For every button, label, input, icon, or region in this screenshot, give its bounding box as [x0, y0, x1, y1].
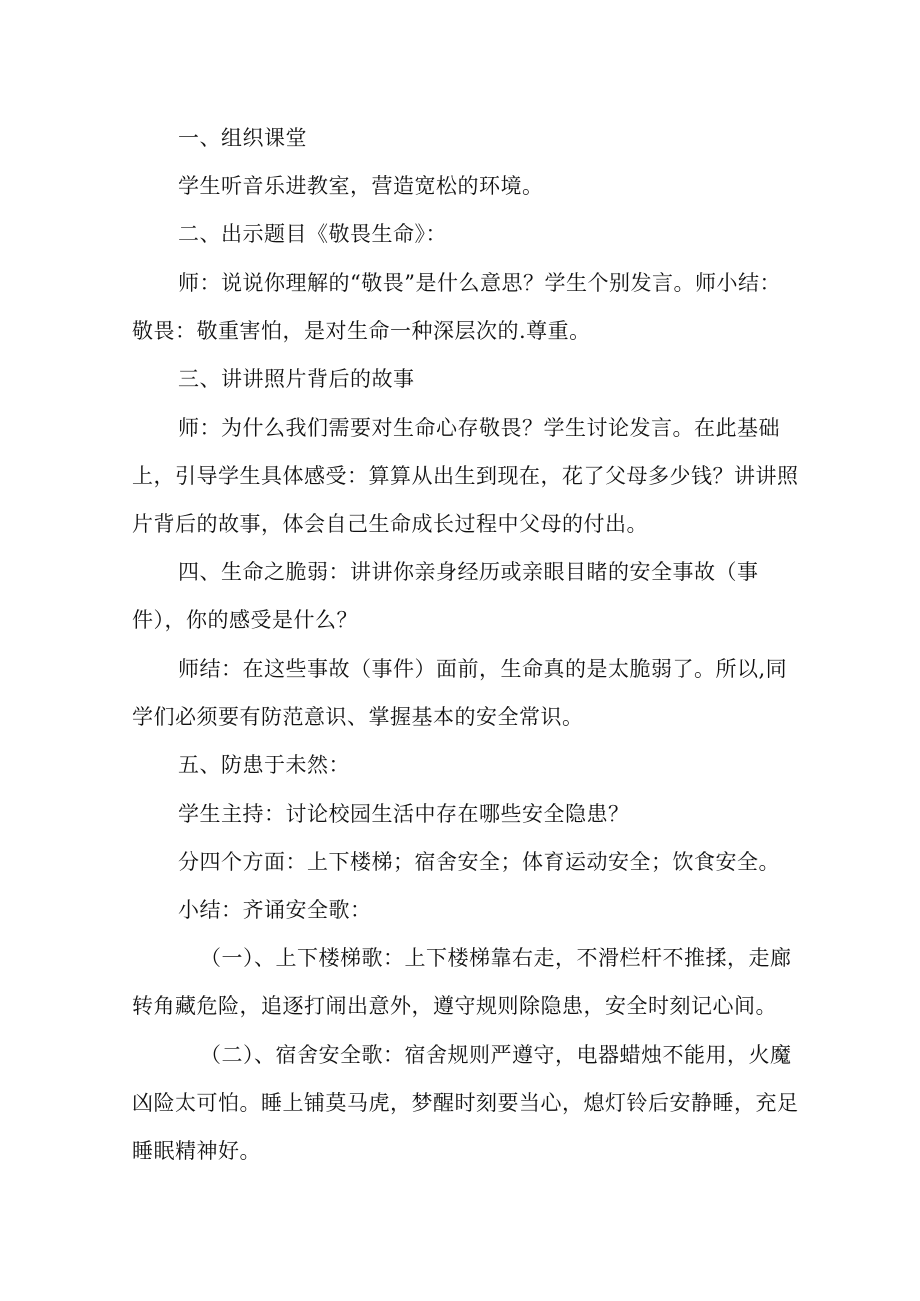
heading-photo-stories: 三、讲讲照片背后的故事	[178, 367, 415, 391]
heading-organize-class: 一、组织课堂	[178, 126, 307, 150]
paragraph-dorm-song: （二）、宿舍安全歌：宿舍规则严遵守，电器蜡烛不能用，火魔凶险太可怕。睡上铺莫马虎，梦醒时刻要当心，熄灯铃后安静睡，充足睡眠精神好。	[132, 1043, 799, 1163]
heading-prevention: 五、防患于未然：	[178, 753, 350, 777]
paragraph-why-awe: 师：为什么我们需要对生命心存敬畏？学生讨论发言。在此基础上，引导学生具体感受：算算从出生到现在，花了父母多少钱？讲讲照片背后的故事，体会自己生命成长过程中父母的付出。	[132, 416, 799, 536]
paragraph-summary-song: 小结：齐诵安全歌：	[178, 898, 372, 922]
heading-show-title: 二、出示题目《敬畏生命》：	[178, 222, 447, 246]
paragraph-four-aspects: 分四个方面：上下楼梯；宿舍安全；体育运动安全；饮食安全。	[178, 850, 780, 874]
paragraph-teacher-conclusion: 师结：在这些事故（事件）面前，生命真的是太脆弱了。所以,同学们必须要有防范意识、掌握基本的安全常识。	[132, 657, 788, 729]
heading-fragility-of-life: 四、生命之脆弱：讲讲你亲身经历或亲眼目睹的安全事故（事件），你的感受是什么？	[132, 560, 759, 632]
paragraph-student-host: 学生主持：讨论校园生活中存在哪些安全隐患？	[178, 802, 630, 826]
paragraph-meaning-of-awe: 师：说说你理解的“敬畏”是什么意思？学生个别发言。师小结：敬畏：敬重害怕，是对生命一种深层次的.尊重。	[132, 271, 781, 343]
paragraph-music-entry: 学生听音乐进教室，营造宽松的环境。	[178, 174, 544, 198]
paragraph-stairs-song: （一）、上下楼梯歌：上下楼梯靠右走，不滑栏杆不推揉，走廊转角藏危险，追逐打闹出意外，遵守规则除隐患，安全时刻记心间。	[132, 946, 792, 1018]
